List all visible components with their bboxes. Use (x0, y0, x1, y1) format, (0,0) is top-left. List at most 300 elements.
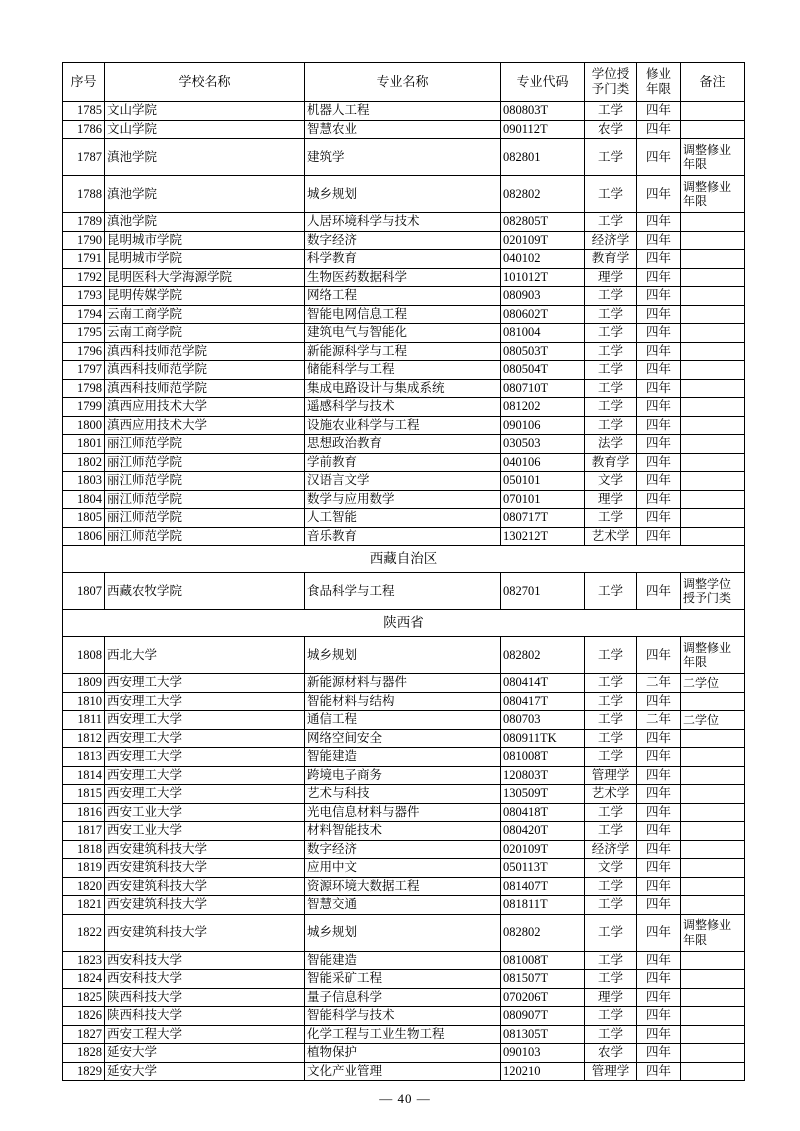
cell-years: 四年 (637, 637, 681, 674)
cell-years: 四年 (637, 840, 681, 859)
cell-school: 西安理工大学 (105, 674, 305, 693)
cell-major: 数学与应用数学 (305, 490, 501, 509)
cell-degree: 法学 (585, 435, 637, 454)
cell-degree: 工学 (585, 711, 637, 730)
table-row (63, 324, 745, 343)
cell-years: 四年 (637, 1062, 681, 1081)
cell-remark (681, 970, 745, 989)
cell-seq: 1802 (63, 453, 105, 472)
cell-remark (681, 840, 745, 859)
cell-remark (681, 951, 745, 970)
cell-remark (681, 102, 745, 121)
cell-remark (681, 231, 745, 250)
cell-school: 滇西科技师范学院 (105, 342, 305, 361)
cell-degree: 教育学 (585, 453, 637, 472)
cell-seq: 1825 (63, 988, 105, 1007)
cell-seq: 1797 (63, 361, 105, 380)
cell-code: 080911TK (501, 729, 585, 748)
cell-remark (681, 527, 745, 546)
cell-school: 西北大学 (105, 637, 305, 674)
column-header-years (637, 63, 681, 102)
cell-code: 081811T (501, 896, 585, 915)
cell-code: 080602T (501, 305, 585, 324)
cell-degree: 工学 (585, 324, 637, 343)
cell-school: 滇西应用技术大学 (105, 416, 305, 435)
cell-years: 四年 (637, 324, 681, 343)
cell-seq: 1794 (63, 305, 105, 324)
table-row (63, 988, 745, 1007)
cell-seq: 1826 (63, 1007, 105, 1026)
cell-years: 四年 (637, 988, 681, 1007)
cell-seq: 1798 (63, 379, 105, 398)
cell-code: 050113T (501, 859, 585, 878)
table-row (63, 970, 745, 989)
region-label: 陕西省 (63, 610, 745, 637)
cell-code: 082701 (501, 573, 585, 610)
cell-seq: 1819 (63, 859, 105, 878)
cell-school: 西安工业大学 (105, 803, 305, 822)
cell-school: 文山学院 (105, 120, 305, 139)
page-footer (0, 1091, 800, 1107)
cell-school: 西安理工大学 (105, 692, 305, 711)
cell-seq: 1791 (63, 250, 105, 269)
cell-code: 081004 (501, 324, 585, 343)
table-row (63, 637, 745, 674)
cell-seq: 1796 (63, 342, 105, 361)
cell-degree: 工学 (585, 379, 637, 398)
table-row (63, 139, 745, 176)
cell-school: 丽江师范学院 (105, 453, 305, 472)
cell-code: 080803T (501, 102, 585, 121)
cell-years: 二年 (637, 711, 681, 730)
cell-major: 智能建造 (305, 951, 501, 970)
cell-major: 网络工程 (305, 287, 501, 306)
table-row (63, 176, 745, 213)
majors-table (62, 62, 745, 1081)
table-row (63, 785, 745, 804)
cell-remark (681, 213, 745, 232)
cell-remark (681, 361, 745, 380)
cell-degree: 工学 (585, 361, 637, 380)
cell-code: 120210 (501, 1062, 585, 1081)
cell-seq: 1804 (63, 490, 105, 509)
cell-remark (681, 416, 745, 435)
column-header-degree-line2: 予门类 (591, 82, 630, 96)
cell-school: 西安工业大学 (105, 822, 305, 841)
cell-school: 西安建筑科技大学 (105, 914, 305, 951)
cell-remark (681, 435, 745, 454)
cell-code: 090112T (501, 120, 585, 139)
table-row (63, 822, 745, 841)
column-header-years-line1: 修业 (645, 67, 671, 82)
cell-degree: 工学 (585, 914, 637, 951)
cell-code: 080504T (501, 361, 585, 380)
cell-seq: 1792 (63, 268, 105, 287)
cell-major: 学前教育 (305, 453, 501, 472)
cell-school: 西安工程大学 (105, 1025, 305, 1044)
cell-degree: 经济学 (585, 231, 637, 250)
cell-code: 080418T (501, 803, 585, 822)
cell-degree: 工学 (585, 416, 637, 435)
table-row (63, 674, 745, 693)
cell-degree: 工学 (585, 1025, 637, 1044)
cell-seq: 1788 (63, 176, 105, 213)
column-header-remark: 备注 (681, 63, 745, 102)
cell-years: 四年 (637, 1007, 681, 1026)
cell-major: 数字经济 (305, 840, 501, 859)
cell-school: 延安大学 (105, 1044, 305, 1063)
cell-code: 040102 (501, 250, 585, 269)
table-row (63, 287, 745, 306)
cell-remark (681, 822, 745, 841)
cell-degree: 工学 (585, 970, 637, 989)
table-row (63, 1025, 745, 1044)
column-header-major: 专业名称 (305, 63, 501, 102)
cell-seq: 1815 (63, 785, 105, 804)
cell-major: 新能源材料与器件 (305, 674, 501, 693)
cell-school: 滇池学院 (105, 213, 305, 232)
cell-degree: 农学 (585, 1044, 637, 1063)
cell-major: 人居环境科学与技术 (305, 213, 501, 232)
cell-major: 生物医药数据科学 (305, 268, 501, 287)
cell-remark: 调整修业年限 (681, 139, 745, 176)
cell-seq: 1812 (63, 729, 105, 748)
cell-degree: 理学 (585, 490, 637, 509)
cell-code: 080417T (501, 692, 585, 711)
cell-major: 智能材料与结构 (305, 692, 501, 711)
cell-seq: 1818 (63, 840, 105, 859)
cell-remark (681, 472, 745, 491)
table-row (63, 120, 745, 139)
table-row (63, 527, 745, 546)
cell-major: 资源环境大数据工程 (305, 877, 501, 896)
cell-school: 云南工商学院 (105, 324, 305, 343)
cell-seq: 1822 (63, 914, 105, 951)
cell-remark (681, 120, 745, 139)
cell-years: 四年 (637, 914, 681, 951)
cell-school: 西安理工大学 (105, 711, 305, 730)
cell-years: 四年 (637, 490, 681, 509)
cell-school: 丽江师范学院 (105, 490, 305, 509)
cell-school: 西安科技大学 (105, 970, 305, 989)
cell-seq: 1808 (63, 637, 105, 674)
cell-seq: 1820 (63, 877, 105, 896)
cell-degree: 理学 (585, 268, 637, 287)
cell-remark (681, 803, 745, 822)
cell-major: 城乡规划 (305, 637, 501, 674)
cell-degree: 工学 (585, 692, 637, 711)
region-label: 西藏自治区 (63, 546, 745, 573)
cell-years: 四年 (637, 361, 681, 380)
cell-school: 丽江师范学院 (105, 509, 305, 528)
cell-seq: 1800 (63, 416, 105, 435)
cell-years: 四年 (637, 435, 681, 454)
cell-major: 量子信息科学 (305, 988, 501, 1007)
cell-seq: 1828 (63, 1044, 105, 1063)
cell-code: 080414T (501, 674, 585, 693)
cell-seq: 1824 (63, 970, 105, 989)
cell-major: 植物保护 (305, 1044, 501, 1063)
cell-degree: 工学 (585, 674, 637, 693)
cell-degree: 工学 (585, 305, 637, 324)
cell-school: 丽江师范学院 (105, 472, 305, 491)
cell-code: 080503T (501, 342, 585, 361)
cell-school: 滇西应用技术大学 (105, 398, 305, 417)
cell-seq: 1811 (63, 711, 105, 730)
table-header (63, 63, 745, 102)
cell-code: 130509T (501, 785, 585, 804)
cell-years: 四年 (637, 859, 681, 878)
cell-remark (681, 250, 745, 269)
cell-major: 科学教育 (305, 250, 501, 269)
cell-degree: 工学 (585, 877, 637, 896)
cell-major: 跨境电子商务 (305, 766, 501, 785)
cell-code: 101012T (501, 268, 585, 287)
cell-major: 智慧交通 (305, 896, 501, 915)
cell-school: 文山学院 (105, 102, 305, 121)
table-row (63, 803, 745, 822)
cell-major: 集成电路设计与集成系统 (305, 379, 501, 398)
cell-code: 080710T (501, 379, 585, 398)
cell-school: 昆明城市学院 (105, 231, 305, 250)
table-row (63, 361, 745, 380)
cell-school: 丽江师范学院 (105, 527, 305, 546)
cell-years: 四年 (637, 379, 681, 398)
cell-code: 080903 (501, 287, 585, 306)
cell-school: 西藏农牧学院 (105, 573, 305, 610)
cell-degree: 工学 (585, 287, 637, 306)
table-row (63, 435, 745, 454)
cell-remark (681, 1062, 745, 1081)
table-row (63, 379, 745, 398)
cell-code: 081008T (501, 951, 585, 970)
cell-remark: 调整修业年限 (681, 914, 745, 951)
cell-seq: 1786 (63, 120, 105, 139)
cell-degree: 管理学 (585, 1062, 637, 1081)
cell-years: 四年 (637, 803, 681, 822)
table-row (63, 729, 745, 748)
cell-seq: 1785 (63, 102, 105, 121)
cell-major: 智能电网信息工程 (305, 305, 501, 324)
table-row (63, 472, 745, 491)
cell-remark: 调整修业年限 (681, 637, 745, 674)
cell-major: 思想政治教育 (305, 435, 501, 454)
cell-seq: 1799 (63, 398, 105, 417)
cell-major: 化学工程与工业生物工程 (305, 1025, 501, 1044)
cell-code: 082802 (501, 914, 585, 951)
cell-code: 070206T (501, 988, 585, 1007)
cell-seq: 1816 (63, 803, 105, 822)
cell-major: 智能采矿工程 (305, 970, 501, 989)
cell-remark (681, 305, 745, 324)
cell-remark (681, 988, 745, 1007)
cell-years: 四年 (637, 268, 681, 287)
cell-years: 四年 (637, 748, 681, 767)
cell-years: 四年 (637, 250, 681, 269)
table-row (63, 914, 745, 951)
table-row (63, 509, 745, 528)
cell-major: 设施农业科学与工程 (305, 416, 501, 435)
cell-major: 智能科学与技术 (305, 1007, 501, 1026)
cell-years: 四年 (637, 398, 681, 417)
cell-major: 城乡规划 (305, 914, 501, 951)
column-header-code: 专业代码 (501, 63, 585, 102)
cell-seq: 1809 (63, 674, 105, 693)
cell-years: 四年 (637, 453, 681, 472)
cell-code: 130212T (501, 527, 585, 546)
cell-years: 四年 (637, 231, 681, 250)
cell-degree: 工学 (585, 822, 637, 841)
table-row (63, 859, 745, 878)
column-header-school: 学校名称 (105, 63, 305, 102)
cell-code: 040106 (501, 453, 585, 472)
cell-degree: 文学 (585, 859, 637, 878)
cell-school: 陕西科技大学 (105, 988, 305, 1007)
cell-years: 四年 (637, 1025, 681, 1044)
cell-major: 储能科学与工程 (305, 361, 501, 380)
cell-remark (681, 692, 745, 711)
cell-major: 材料智能技术 (305, 822, 501, 841)
cell-years: 四年 (637, 176, 681, 213)
cell-remark (681, 268, 745, 287)
cell-years: 四年 (637, 305, 681, 324)
cell-remark (681, 877, 745, 896)
cell-school: 西安建筑科技大学 (105, 896, 305, 915)
cell-seq: 1795 (63, 324, 105, 343)
cell-code: 082802 (501, 637, 585, 674)
table-row (63, 711, 745, 730)
cell-major: 建筑学 (305, 139, 501, 176)
cell-years: 四年 (637, 527, 681, 546)
cell-years: 四年 (637, 1044, 681, 1063)
cell-school: 西安理工大学 (105, 766, 305, 785)
cell-code: 050101 (501, 472, 585, 491)
cell-degree: 工学 (585, 573, 637, 610)
cell-remark (681, 859, 745, 878)
cell-years: 四年 (637, 342, 681, 361)
cell-school: 陕西科技大学 (105, 1007, 305, 1026)
cell-degree: 工学 (585, 398, 637, 417)
cell-years: 四年 (637, 472, 681, 491)
table-row (63, 840, 745, 859)
column-header-degree-line1: 学位授 (591, 67, 630, 82)
cell-school: 西安科技大学 (105, 951, 305, 970)
cell-code: 090103 (501, 1044, 585, 1063)
cell-seq: 1821 (63, 896, 105, 915)
table-row (63, 692, 745, 711)
cell-major: 食品科学与工程 (305, 573, 501, 610)
table-row (63, 748, 745, 767)
cell-code: 080717T (501, 509, 585, 528)
cell-degree: 艺术学 (585, 527, 637, 546)
cell-school: 西安理工大学 (105, 785, 305, 804)
cell-code: 090106 (501, 416, 585, 435)
cell-years: 四年 (637, 951, 681, 970)
cell-years: 四年 (637, 573, 681, 610)
cell-degree: 工学 (585, 637, 637, 674)
cell-code: 081507T (501, 970, 585, 989)
cell-remark (681, 729, 745, 748)
cell-remark (681, 490, 745, 509)
cell-remark (681, 324, 745, 343)
cell-years: 四年 (637, 287, 681, 306)
cell-major: 人工智能 (305, 509, 501, 528)
cell-remark: 调整修业年限 (681, 176, 745, 213)
cell-remark: 调整学位授予门类 (681, 573, 745, 610)
cell-major: 新能源科学与工程 (305, 342, 501, 361)
table-row (63, 1062, 745, 1081)
cell-school: 西安建筑科技大学 (105, 859, 305, 878)
cell-seq: 1793 (63, 287, 105, 306)
cell-remark (681, 379, 745, 398)
page-number: — 40 — (379, 1091, 431, 1106)
cell-code: 081407T (501, 877, 585, 896)
table-row (63, 1007, 745, 1026)
cell-years: 四年 (637, 766, 681, 785)
cell-major: 数字经济 (305, 231, 501, 250)
cell-degree: 工学 (585, 509, 637, 528)
cell-years: 四年 (637, 729, 681, 748)
cell-seq: 1805 (63, 509, 105, 528)
cell-major: 汉语言文学 (305, 472, 501, 491)
cell-major: 应用中文 (305, 859, 501, 878)
cell-years: 四年 (637, 785, 681, 804)
cell-seq: 1806 (63, 527, 105, 546)
cell-remark (681, 287, 745, 306)
cell-code: 020109T (501, 231, 585, 250)
region-heading-row (63, 610, 745, 637)
table-row (63, 250, 745, 269)
table-row (63, 490, 745, 509)
cell-school: 滇池学院 (105, 139, 305, 176)
table-row (63, 416, 745, 435)
cell-code: 081305T (501, 1025, 585, 1044)
cell-major: 网络空间安全 (305, 729, 501, 748)
cell-school: 西安理工大学 (105, 748, 305, 767)
cell-seq: 1810 (63, 692, 105, 711)
cell-code: 030503 (501, 435, 585, 454)
region-heading-row (63, 546, 745, 573)
cell-remark (681, 1007, 745, 1026)
cell-school: 西安理工大学 (105, 729, 305, 748)
cell-code: 082805T (501, 213, 585, 232)
cell-years: 四年 (637, 896, 681, 915)
table-row (63, 877, 745, 896)
cell-remark (681, 785, 745, 804)
cell-school: 昆明城市学院 (105, 250, 305, 269)
cell-degree: 工学 (585, 342, 637, 361)
cell-years: 四年 (637, 416, 681, 435)
cell-seq: 1801 (63, 435, 105, 454)
cell-degree: 艺术学 (585, 785, 637, 804)
cell-years: 四年 (637, 822, 681, 841)
cell-remark (681, 1025, 745, 1044)
cell-seq: 1807 (63, 573, 105, 610)
cell-code: 080907T (501, 1007, 585, 1026)
cell-degree: 工学 (585, 213, 637, 232)
cell-major: 城乡规划 (305, 176, 501, 213)
cell-school: 昆明医科大学海源学院 (105, 268, 305, 287)
table-row (63, 213, 745, 232)
cell-remark (681, 766, 745, 785)
cell-seq: 1814 (63, 766, 105, 785)
cell-remark (681, 453, 745, 472)
cell-school: 滇池学院 (105, 176, 305, 213)
column-header-years-line2: 年限 (645, 82, 671, 96)
cell-years: 四年 (637, 877, 681, 896)
cell-remark (681, 342, 745, 361)
cell-remark: 二学位 (681, 674, 745, 693)
